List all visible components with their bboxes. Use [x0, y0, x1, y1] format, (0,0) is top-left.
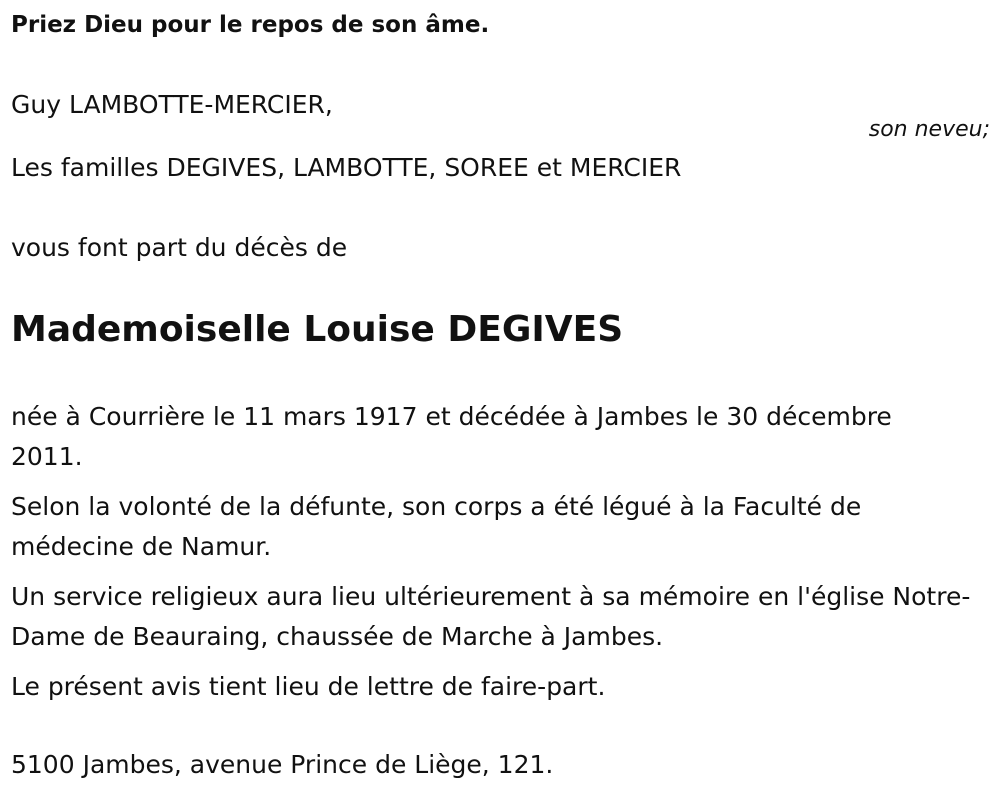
body-bequest-paragraph: Selon la volonté de la défunte, son corps a été légué à la Faculté de médecine de Namur.	[11, 492, 862, 561]
relation-label: son neveu;	[868, 117, 990, 142]
announcer-families: Les familles DEGIVES, LAMBOTTE, SOREE et MERCIER	[11, 153, 682, 182]
prayer-heading: Priez Dieu pour le repos de son âme.	[11, 12, 490, 38]
deceased-name: Mademoiselle Louise DEGIVES	[11, 309, 624, 350]
address: 5100 Jambes, avenue Prince de Liège, 121.	[11, 750, 554, 779]
religious-service-paragraph: Un service religieux aura lieu ultérieurement à sa mémoire en l'église Notre-Dame de Beauraing, chaussée de Marche à Jambes.	[11, 582, 971, 651]
notice-paragraph: Le présent avis tient lieu de lettre de faire-part.	[11, 672, 606, 701]
birth-death-paragraph: née à Courrière le 11 mars 1917 et décédée à Jambes le 30 décembre 2011.	[11, 402, 892, 471]
announcer-nephew: Guy LAMBOTTE-MERCIER,	[11, 90, 333, 119]
announcement-intro: vous font part du décès de	[11, 233, 348, 262]
